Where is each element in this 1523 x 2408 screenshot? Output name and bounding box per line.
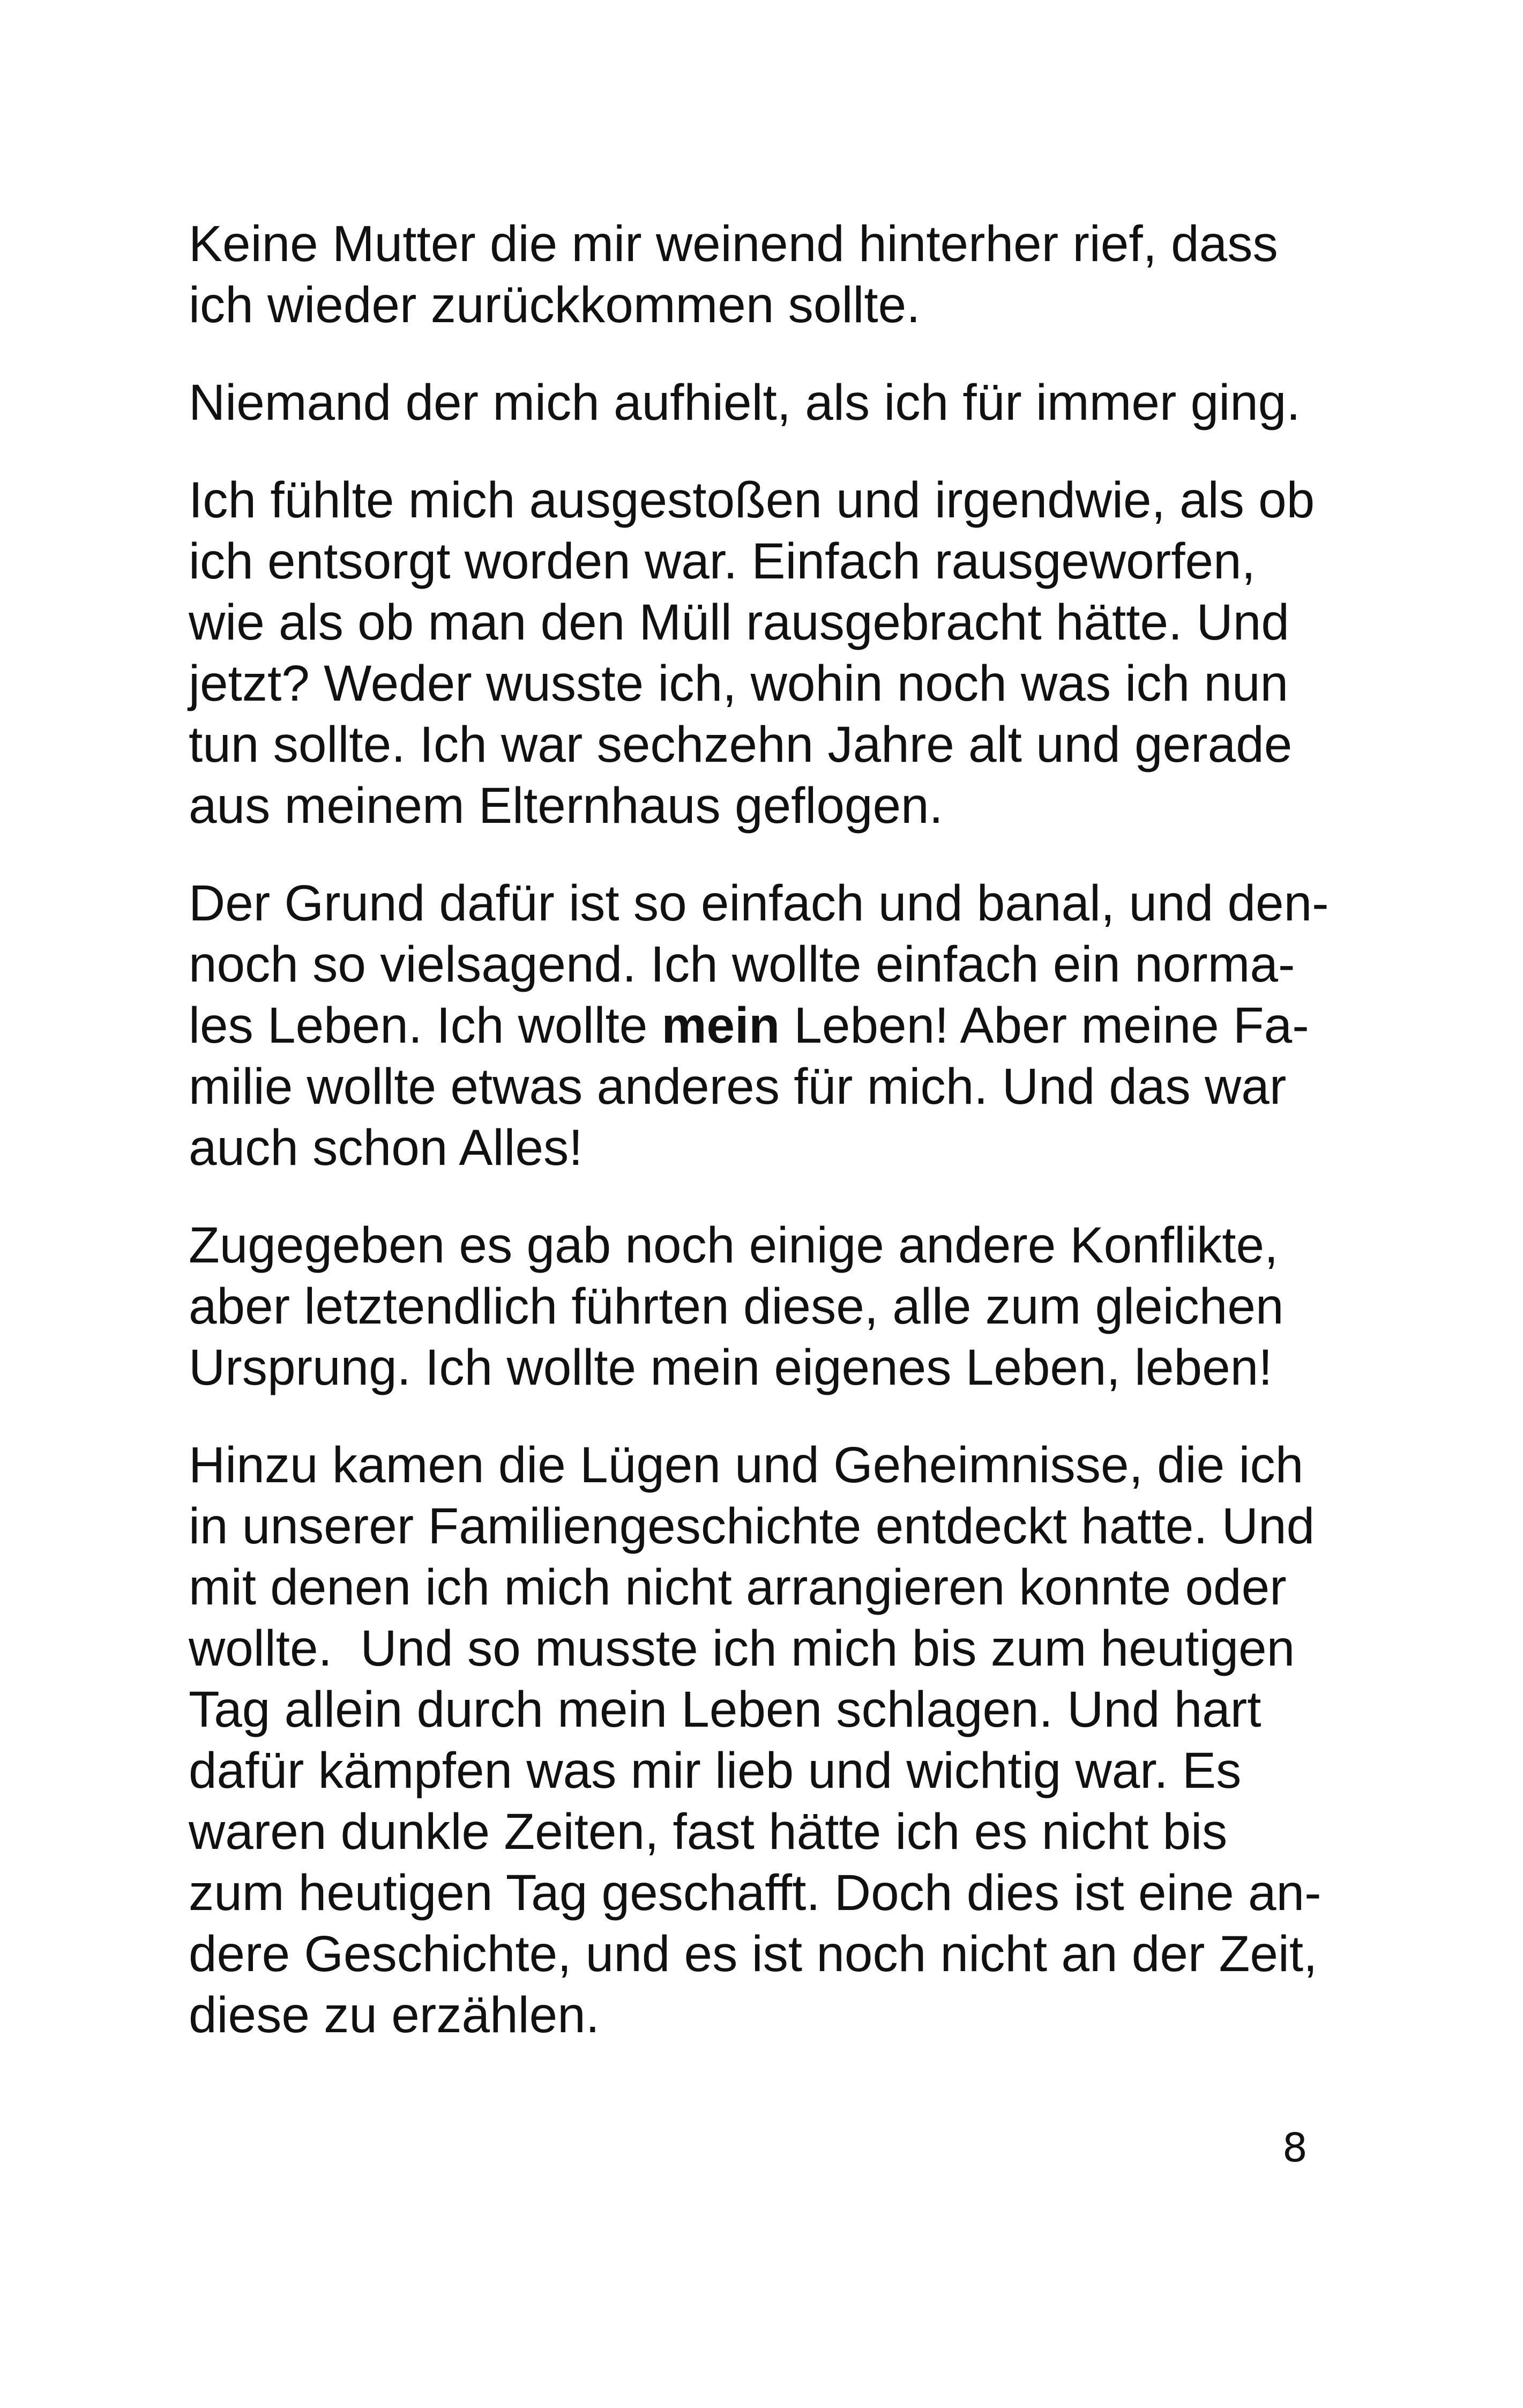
text-line: wie als ob man den Müll rausgebracht hätte. Und (189, 594, 1289, 651)
text-line: Ursprung. Ich wollte mein eigenes Leben, leben! (189, 1339, 1273, 1396)
text-line: jetzt? Weder wusste ich, wohin noch was ich nun (189, 655, 1289, 712)
bold-emphasis: mein (661, 997, 780, 1054)
text-line: diese zu erzählen. (189, 1987, 600, 2043)
text-line: Keine Mutter die mir weinend hinterher rief, dass (189, 215, 1278, 272)
text-line: noch so vielsagend. Ich wollte einfach ein norma- (189, 936, 1295, 993)
paragraph-2 (189, 372, 1301, 433)
text-line: ich wieder zurückkommen sollte. (189, 277, 921, 333)
text-line: milie wollte etwas anderes für mich. Und das war (189, 1058, 1287, 1115)
text-line: wollte. Und so musste ich mich bis zum heutigen (189, 1620, 1295, 1677)
paragraph-5 (189, 1215, 1298, 1398)
page-number: 8 (1282, 2125, 1308, 2171)
text-line: Der Grund dafür ist so einfach und banal, und den- (189, 875, 1329, 932)
text-line: Tag allein durch mein Leben schlagen. Und hart (189, 1681, 1261, 1738)
text-line: tun sollte. Ich war sechzehn Jahre alt und gerade (189, 716, 1293, 773)
paragraph-1 (189, 213, 1298, 336)
text-line: aus meinem Elternhaus geflogen. (189, 777, 943, 834)
text-line: mit denen ich mich nicht arrangieren konnte oder (189, 1559, 1287, 1616)
text-line: waren dunkle Zeiten, fast hätte ich es nicht bis (189, 1803, 1228, 1860)
paragraph-6 (189, 1435, 1322, 2046)
text-line: Hinzu kamen die Lügen und Geheimnisse, die ich (189, 1437, 1304, 1493)
text-line: in unserer Familiengeschichte entdeckt hatte. Und (189, 1498, 1315, 1555)
text-line: dafür kämpfen was mir lieb und wichtig war. Es (189, 1742, 1242, 1799)
page-body-text (189, 213, 1329, 2082)
text-line: zum heutigen Tag geschafft. Doch dies ist eine an- (189, 1864, 1322, 1921)
paragraph-3 (189, 470, 1315, 836)
text-segment: Leben! Aber meine Fa- (780, 997, 1309, 1054)
text-line: ich entsorgt worden war. Einfach rausgeworfen, (189, 533, 1256, 590)
text-line: dere Geschichte, und es ist noch nicht an der Zeit, (189, 1926, 1318, 1982)
text-line-with-emphasis (189, 995, 1309, 1056)
text-line: Zugegeben es gab noch einige andere Konflikte, (189, 1217, 1279, 1274)
paragraph-4 (189, 873, 1329, 1178)
text-line: Niemand der mich aufhielt, als ich für immer ging. (189, 374, 1301, 431)
text-line: auch schon Alles! (189, 1119, 583, 1176)
text-line: Ich fühlte mich ausgestoßen und irgendwie, als ob (189, 472, 1315, 529)
text-segment: les Leben. Ich wollte (189, 997, 662, 1054)
text-line: aber letztendlich führten diese, alle zum gleichen (189, 1278, 1284, 1335)
